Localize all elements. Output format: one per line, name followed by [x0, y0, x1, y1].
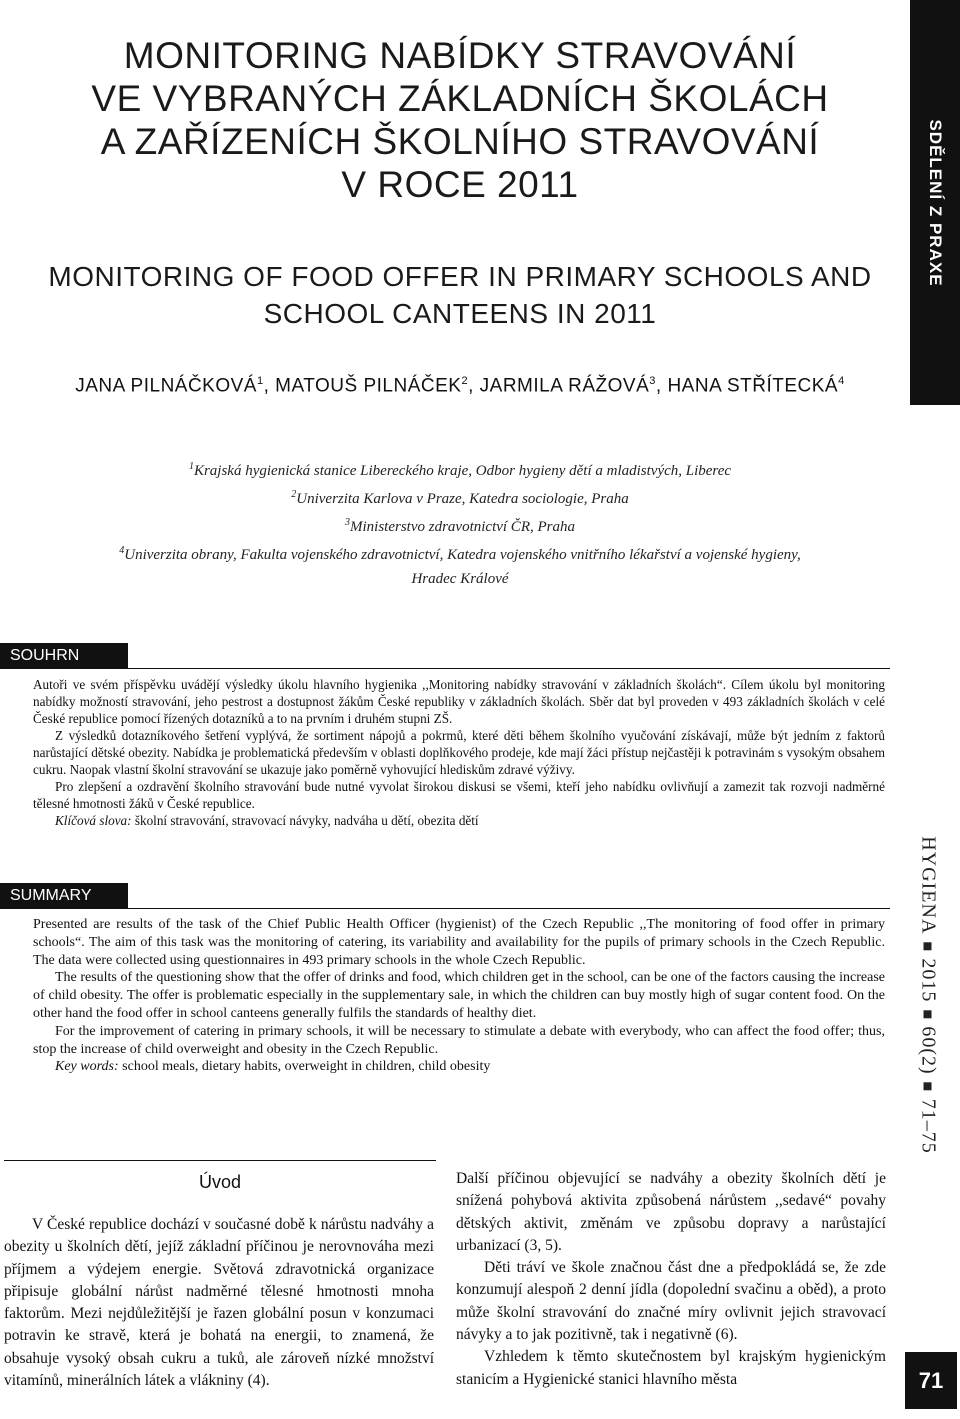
affiliation	[20, 567, 900, 591]
affiliation-sup: 2	[291, 489, 297, 500]
abstract-paragraph: For the improvement of catering in primary schools, it will be necessary to stimulate a debate with everybody, who can affect the food offer; thus, stop the increase of child overweight and obesity in the Czech Republic.	[33, 1023, 885, 1057]
journal-pages: 71–75	[917, 1098, 940, 1154]
author-list: JANA PILNÁČKOVÁ$^1$, MATOUŠ PILNÁČEK$^2$, JARMILA RÁŽOVÁ$^3$, HANA STŘÍTECKÁ$^4$	[75, 375, 845, 397]
author-name: JANA PILNÁČKOVÁ	[75, 375, 257, 397]
journal-volume: 60(2)	[917, 1026, 940, 1075]
journal-text	[917, 836, 940, 1153]
souhrn-header	[0, 643, 890, 669]
affiliation-text: Hradec Králové	[411, 571, 509, 587]
title-czech-line: MONITORING NABÍDKY STRAVOVÁNÍ	[123, 35, 797, 76]
abstract-paragraph: Presented are results of the task of the Chief Public Health Officer (hygienist) of the Czech Republic ,,The monitoring of food offer in primary schools“. The aim of this task was the monitoring of catering, its variability and availability for the pupils of primary schools in the Czech Republic. The data were collected using questionnaires in 493 primary schools in the whole Czech Republic.	[33, 917, 885, 968]
square-bullet-icon	[923, 942, 931, 950]
affiliation-sup: 4	[119, 545, 125, 556]
intro-right-column	[456, 1168, 886, 1391]
journal-citation	[893, 830, 960, 1160]
author-name: JARMILA RÁŽOVÁ	[479, 375, 650, 397]
journal-name: HYGIENA	[917, 836, 940, 935]
souhrn-abstract	[33, 676, 885, 829]
journal-year: 2015	[917, 958, 940, 1003]
keywords	[33, 812, 885, 829]
affiliation-text: Univerzita obrany, Fakulta vojenského zdravotnictví, Katedra vojenského vnitřního lékařství a vojenské hygieny,	[124, 547, 801, 563]
author-name: MATOUŠ PILNÁČEK	[275, 375, 462, 397]
intro-heading: Úvod	[198, 1172, 242, 1192]
author-sup: 1	[256, 375, 264, 387]
square-bullet-icon	[923, 1083, 931, 1091]
affiliation	[20, 455, 900, 483]
title-czech-line: V ROCE 2011	[341, 164, 579, 205]
body-paragraph: Další příčinou objevující se nadváhy a obezity školních dětí je snížená pohybová aktivita způsobená nárůstem ,,sedavé“ povahy dětských aktivit, změnám ve způsobu dopravy a narůstající urbanizací (3, 5).	[456, 1170, 886, 1254]
title-english-line: SCHOOL CANTEENS IN 2011	[263, 298, 657, 329]
abstract-paragraph: The results of the questioning show that the offer of drinks and food, which children get in the school, can be one of the factors causing the increase of child obesity. The offer is problematic especially in the supplementary sale, in which the children can buy mostly high of sugar content food. On the other hand the food offer in school canteens generally fulfils the standards of healthy diet.	[33, 970, 885, 1021]
souhrn-heading: SOUHRN	[0, 643, 128, 669]
divider	[128, 668, 890, 669]
abstract-paragraph: Autoři ve svém příspěvku uvádějí výsledky úkolu hlavního hygienika ,,Monitoring nabídky stravování v základních školách“. Cílem úkolu byl monitoring nabídky možností stravování, jeho pestrost a dostupnost žákům České republiky v základních školách. Sběr dat byl proveden v 493 základních školách v celé České republice pomocí řízených dotazníků a to na prvním i druhém stupni ZŠ.	[33, 677, 885, 726]
affiliation-text: Univerzita Karlova v Praze, Katedra sociologie, Praha	[296, 491, 629, 507]
keywords-text: school meals, dietary habits, overweight in children, child obesity	[122, 1059, 491, 1075]
body-paragraph: Děti tráví ve škole značnou část dne a předpokládá se, že zde konzumují alespoň 2 denní jídla (dopolední svačinu a oběd), a proto může školní stravování do značné míry ovlivnit jejich stravovací návyky a to jak pozitivně, tak i negativně (6).	[456, 1259, 886, 1344]
summary-header	[0, 883, 890, 909]
title-english	[40, 258, 880, 332]
affiliation	[20, 539, 900, 567]
body-paragraph: V České republice dochází v současné době k nárůstu nadváhy a obezity u školních dětí, jejíž základní příčinou je nerovnováha mezi příjmem a výdejem energie. Světová zdravotnická organizace připisuje globální nárůst nadměrné tělesné hmotnosti mnoha faktorům. Mezi nejdůležitější je řazen globální posun v konzumaci potravin ke stravě, která je bohatá na energii, to znamená, že obsahuje vysoký obsah cukru a tuků, ale zároveň nízké množství vitamínů, minerálních látek a vlákniny (4).	[4, 1216, 434, 1390]
keywords-label: Key words:	[55, 1059, 119, 1075]
author-sup: 3	[649, 375, 656, 387]
abstract-paragraph: Z výsledků dotazníkového šetření vyplývá, že sortiment nápojů a pokrmů, které děti během školního vyučování získávají, může být jedním z faktorů narůstající dětské obezity. Nabídka je problematická především v oblasti doplňkového prodeje, kde mají žáci přístup nejčastěji k potravinám s vysokým obsahem cukru. Naopak vlastní školní stravování se ukazuje jako poměrně vyhovující hlediskům zdravé výživy.	[33, 728, 885, 777]
title-czech-line: A ZAŘÍZENÍCH ŠKOLNÍHO STRAVOVÁNÍ	[100, 121, 820, 162]
side-label-text: SDĚLENÍ Z PRAXE	[926, 118, 945, 287]
abstract-paragraph: Pro zlepšení a ozdravění školního stravování bude nutné vyvolat širokou diskusi se všemi, kteří jeho nabídku ovlivňují a zamezit tak rozvoji nadměrné tělesné hmotnosti žáků v České republice.	[33, 779, 885, 811]
affiliation-sup: 3	[345, 517, 350, 528]
divider	[128, 908, 890, 909]
intro-divider	[4, 1160, 436, 1161]
intro-left-column	[4, 1214, 434, 1392]
title-czech	[40, 34, 880, 206]
summary-heading: SUMMARY	[0, 883, 128, 909]
affiliation	[20, 483, 900, 511]
body-paragraph: Vzhledem k těmto skutečnostem byl krajským hygienickým stanicím a Hygienické stanici hlavního města	[456, 1348, 886, 1388]
affiliation-text: Krajská hygienická stanice Libereckého kraje, Odbor hygieny dětí a mladistvých, Liberec	[193, 463, 732, 479]
affiliation-text: Ministerstvo zdravotnictví ČR, Praha	[350, 519, 575, 535]
section-side-label	[910, 0, 960, 405]
author-sup: 2	[461, 375, 469, 387]
page-number: 71	[905, 1352, 957, 1409]
square-bullet-icon	[923, 1010, 931, 1018]
keywords-label: Klíčová slova:	[55, 813, 132, 828]
title-english-line: MONITORING OF FOOD OFFER IN PRIMARY SCHOOLS AND	[48, 261, 872, 292]
affiliation-sup: 1	[188, 461, 194, 472]
affiliations	[20, 455, 900, 591]
title-czech-line: VE VYBRANÝCH ZÁKLADNÍCH ŠKOLÁCH	[91, 78, 829, 119]
author-sup: 4	[838, 375, 845, 387]
author-name: HANA STŘÍTECKÁ	[667, 375, 839, 397]
summary-abstract	[33, 916, 885, 1076]
keywords-text: školní stravování, stravovací návyky, nadváha u dětí, obezita dětí	[134, 813, 479, 828]
affiliation	[20, 511, 900, 539]
keywords	[33, 1058, 885, 1076]
